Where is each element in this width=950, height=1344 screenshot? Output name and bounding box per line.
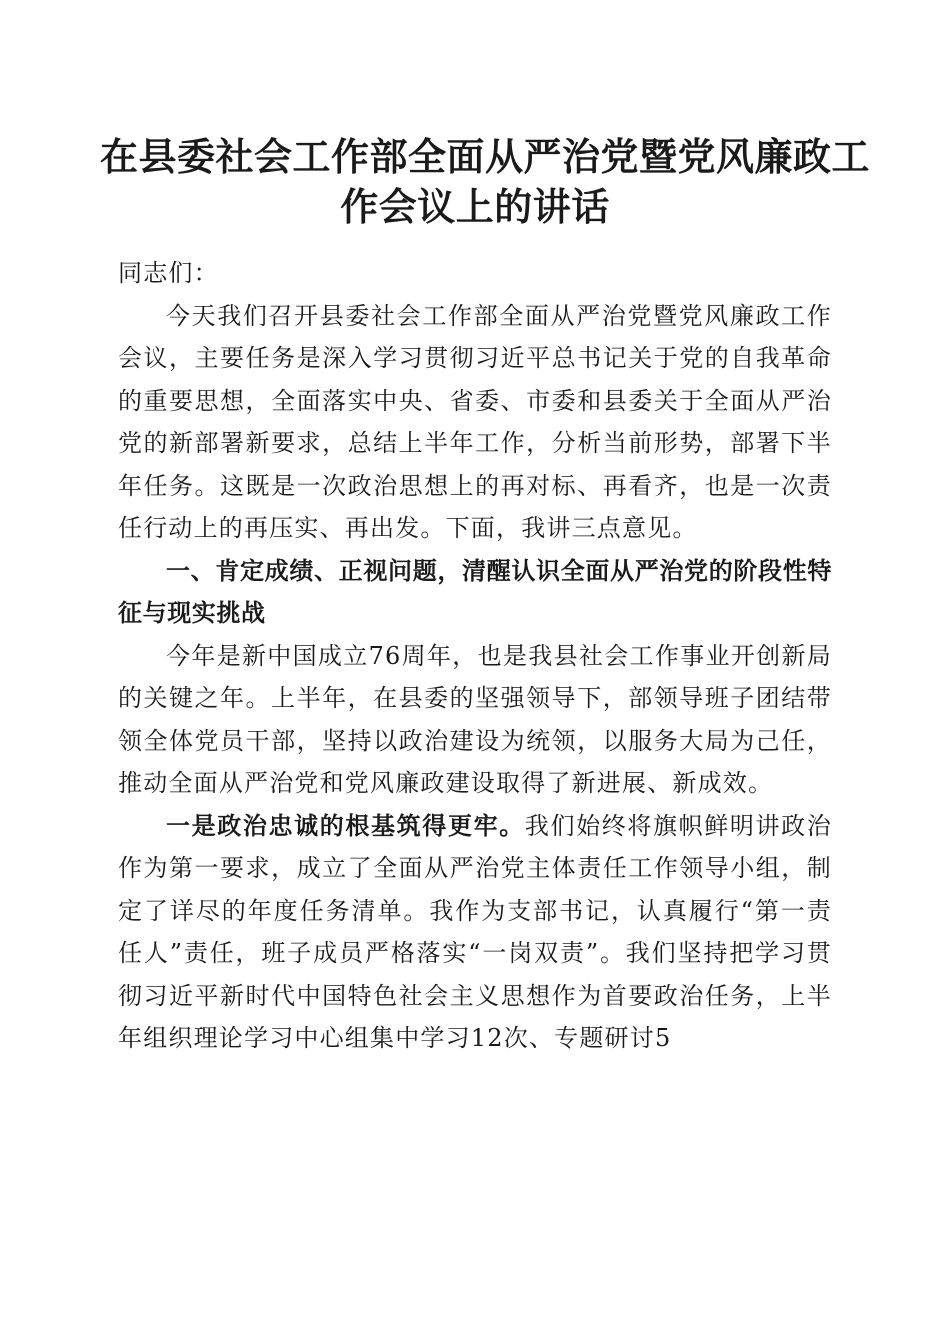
salutation: 同志们： xyxy=(118,259,219,287)
point-1-text: 我们始终将旗帜鲜明讲政治作为第一要求，成立了全面从严治党主体责任工作领导小组，制定了详尽的年度任务清单。我作为支部书记，认真履行“第一责任人”责任，班子成员严格落实“一岗双责”。我们坚持把学习贯彻习近平新时代中国特色社会主义思想作为首要政治任务，上半年组织理论学习中心组集中学习12次、专题研讨5 xyxy=(118,811,832,1052)
title-line-2: 作会议上的讲话 xyxy=(340,184,610,229)
intro-paragraph: 今天我们召开县委社会工作部全面从严治党暨党风廉政工作会议，主要任务是深入学习贯彻习近平总书记关于党的自我革命的重要思想，全面落实中央、省委、市委和县委关于全面从严治党的新部署新要求，总结上半年工作，分析当前形势，部署下半年任务。这既是一次政治思想上的再对标、再看齐，也是一次责任行动上的再压实、再出发。下面，我讲三点意见。 xyxy=(118,301,832,542)
document-title xyxy=(100,132,871,232)
section-1-heading: 一、肯定成绩、正视问题，清醒认识全面从严治党的阶段性特征与现实挑战 xyxy=(118,556,832,627)
title-line-1: 在县委社会工作部全面从严治党暨党风廉政工 xyxy=(100,134,871,179)
document-body xyxy=(118,252,832,1060)
section-1-paragraph: 今年是新中国成立76周年，也是我县社会工作事业开创新局的关键之年。上半年，在县委的坚强领导下，部领导班子团结带领全体党员干部，坚持以政治建设为统领，以服务大局为己任，推动全面从严治党和党风廉政建设取得了新进展、新成效。 xyxy=(118,641,832,797)
point-1-lead: 一是政治忠诚的根基筑得更牢。 xyxy=(166,810,525,840)
point-1-paragraph xyxy=(118,805,832,1060)
